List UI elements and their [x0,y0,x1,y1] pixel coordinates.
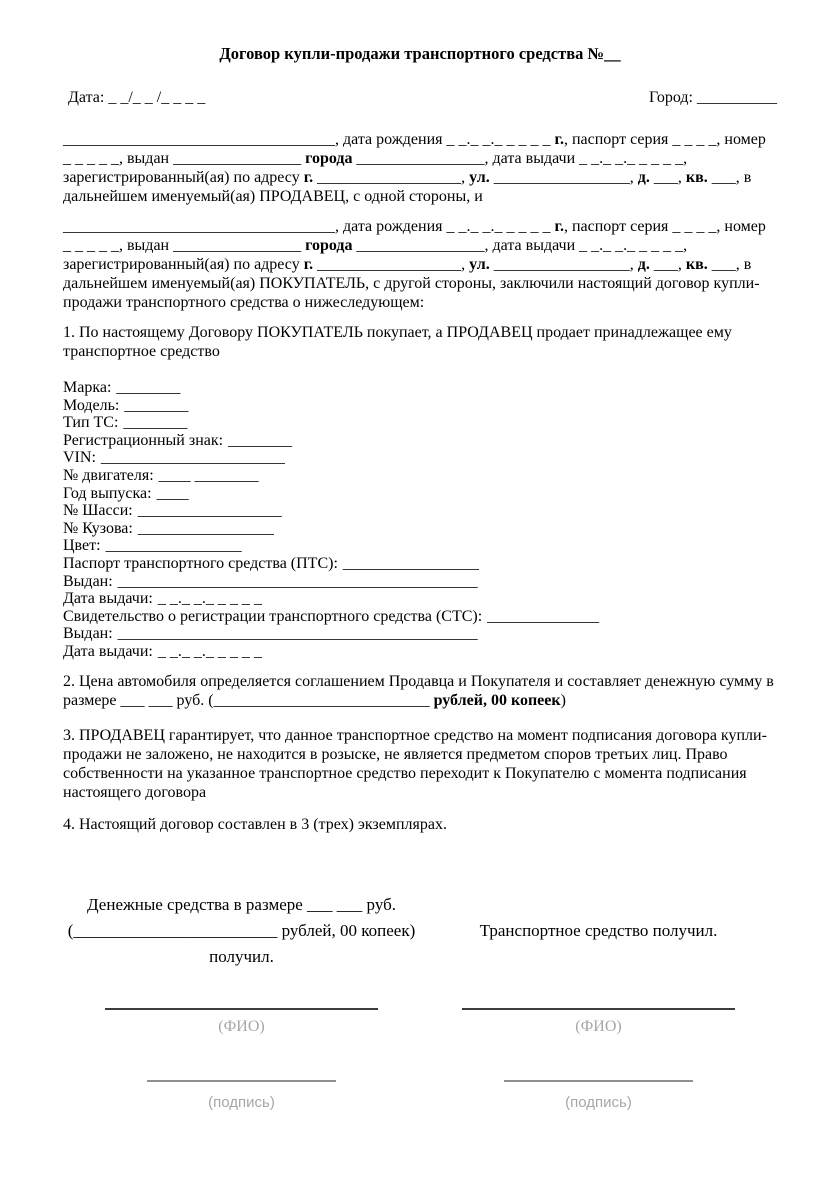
field-label: Дата выдачи: [63,642,153,660]
text-segment: ул. [469,256,490,273]
buyer-signature-line [504,1080,693,1082]
field-blank: _ _._ _._ _ _ _ _ [157,642,262,660]
field-label: Выдан: [63,625,113,643]
vehicle-field-row-color [63,537,777,555]
text-segment: ________________ [352,150,485,167]
text-segment: ___, в дальнейшем именуемый(ая) ПРОДАВЕЦ, с одной стороны, и [63,169,752,205]
field-blank: ________ [123,414,188,432]
vehicle-field-row-engine [63,467,777,485]
header-row [63,88,777,107]
seller-fio-line [105,1008,378,1010]
document-title: Договор купли-продажи транспортного средства №__ [219,44,621,63]
text-segment: г. [303,169,314,186]
vehicle-field-row-model [63,397,777,415]
clause-3: 3. ПРОДАВЕЦ гарантирует, что данное транспортное средство на момент подписания договора купли-продажи не заложено, не находится в розыске, не является предметом споров третьих лиц. Право собственности на указанное транспортное средство переходит к Покупателю с момента подписания настоящего договора [63,726,767,801]
text-segment: кв. [685,256,708,273]
text-segment: ___________________________ [213,691,434,709]
vehicle-field-row-sts [63,608,777,626]
field-blank: ________ [124,396,189,414]
text-segment: _________________, [489,169,638,186]
field-label: Дата выдачи: [63,590,153,608]
vehicle-field-row-marka [63,379,777,397]
vehicle-field-row-pts-issued [63,573,777,591]
text-segment: __________________________________ [63,218,335,235]
text-segment: , паспорт серия _ _ _ _, номер _ _ _ _ _, выдан [63,131,766,167]
vehicle-field-row-pts-date [63,590,777,608]
city-field [649,88,777,107]
field-blank: _________________ [342,554,479,572]
city-label: Город: [649,89,693,106]
text-segment: г. [554,218,564,235]
text-segment: г. [554,131,564,148]
seller-signature-caption: (подпись) [208,1093,275,1111]
money-line-1: Денежные средства в размере ___ ___ руб. [87,894,396,914]
vehicle-field-row-vin [63,449,777,467]
seller-fio-caption: (ФИО) [218,1017,265,1035]
text-segment: , дата рождения _ _._ _._ _ _ _ _ [335,131,555,148]
field-label: № Шасси: [63,502,133,520]
text-segment: д. [637,256,650,273]
field-label: Выдан: [63,572,113,590]
field-label: Цвет: [63,537,101,555]
field-label: VIN: [63,449,96,467]
money-received-block [63,892,420,970]
text-segment: г. [303,256,314,273]
text-segment: 2. Цена автомобиля определяется соглашением Продавца и Покупателя и составляет денежную сумму в размере ___ ___ руб. ( [63,672,774,709]
vehicle-field-row-regznak [63,432,777,450]
vehicle-field-row-pts [63,555,777,573]
buyer-fio-line [462,1008,735,1010]
vehicle-field-row-sts-date [63,643,777,661]
clause-1: 1. По настоящему Договору ПОКУПАТЕЛЬ покупает, а ПРОДАВЕЦ продает принадлежащее ему транспортное средство [63,324,732,360]
text-segment: кв. [685,169,708,186]
seller-signature-line [147,1080,336,1082]
vehicle-received-block [420,892,777,970]
field-blank: _____________________________________________ [117,625,478,643]
vehicle-received-text: Транспортное средство получил. [479,920,718,940]
vehicle-fields-list [63,379,777,661]
seller-signature-column [63,1008,420,1111]
field-blank: ____ [156,484,189,502]
text-segment: города [305,237,353,254]
text-segment: __________________________________ [63,131,335,148]
date-blank: _ _/_ _ /_ _ _ _ [108,89,206,106]
text-segment: __________________, [313,256,470,273]
field-label: Тип ТС: [63,414,119,432]
signing-row [63,892,777,970]
vehicle-field-row-chassis [63,502,777,520]
field-label: Марка: [63,379,112,396]
field-blank: _________________ [105,537,242,555]
text-segment: , дата рождения _ _._ _._ _ _ _ _ [335,218,555,235]
text-segment: д. [637,169,650,186]
field-label: Регистрационный знак: [63,431,224,449]
vehicle-field-row-body [63,520,777,538]
field-label: Паспорт транспортного средства (ПТС): [63,554,338,572]
text-segment: ___, [649,256,686,273]
field-blank: ______________ [487,607,600,625]
field-label: Год выпуска: [63,484,152,502]
field-blank: _________________ [137,519,274,537]
money-line-2: (________________________ рублей, 00 копеек) [67,920,416,940]
city-blank: __________ [697,89,777,106]
field-blank: ________ [116,379,181,396]
buyer-signature-column [420,1008,777,1111]
seller-paragraph [63,130,777,206]
signature-block [63,1008,777,1111]
text-segment: ) [560,691,566,709]
buyer-paragraph [63,217,777,312]
field-label: Модель: [63,396,120,414]
field-label: № Кузова: [63,519,133,537]
text-segment: ________________ [173,237,306,254]
money-line-3: получил. [209,946,274,966]
text-segment: , дата выдачи _ _._ _._ _ _ _ _, зарегистрированный(ая) по адресу [63,237,688,273]
text-segment: рублей, 00 копеек [433,691,561,709]
text-segment: ________________ [352,237,485,254]
text-segment: __________________, [313,169,470,186]
text-segment: , дата выдачи _ _._ _._ _ _ _ _, зарегистрированный(ая) по адресу [63,150,688,186]
clause-2-price [63,672,777,710]
field-blank: _______________________ [100,449,285,467]
text-segment: ул. [469,169,490,186]
date-field [68,88,205,107]
text-segment: ___, [649,169,686,186]
field-blank: ________ [228,431,293,449]
date-label: Дата: [68,89,105,106]
vehicle-field-row-sts-issued [63,625,777,643]
text-segment: _________________, [489,256,638,273]
clause-4: 4. Настоящий договор составлен в 3 (трех) экземплярах. [63,815,447,833]
field-blank: _ _._ _._ _ _ _ _ [157,590,262,608]
vehicle-field-row-year [63,485,777,503]
buyer-fio-caption: (ФИО) [575,1017,622,1035]
field-label: № двигателя: [63,466,154,484]
field-label: Свидетельство о регистрации транспортного средства (СТС): [63,607,483,625]
vehicle-field-row-type [63,414,777,432]
buyer-signature-caption: (подпись) [565,1093,632,1111]
text-segment: , паспорт серия _ _ _ _, номер _ _ _ _ _, выдан [63,218,766,254]
field-blank: ____ ________ [158,466,259,484]
field-blank: _____________________________________________ [117,572,478,590]
text-segment: ________________ [173,150,306,167]
field-blank: __________________ [137,502,282,520]
text-segment: ___, в дальнейшем именуемый(ая) ПОКУПАТЕЛЬ, с другой стороны, заключили настоящий договор купли-продажи транспортного средства о нижеследующем: [63,256,760,311]
text-segment: города [305,150,353,167]
